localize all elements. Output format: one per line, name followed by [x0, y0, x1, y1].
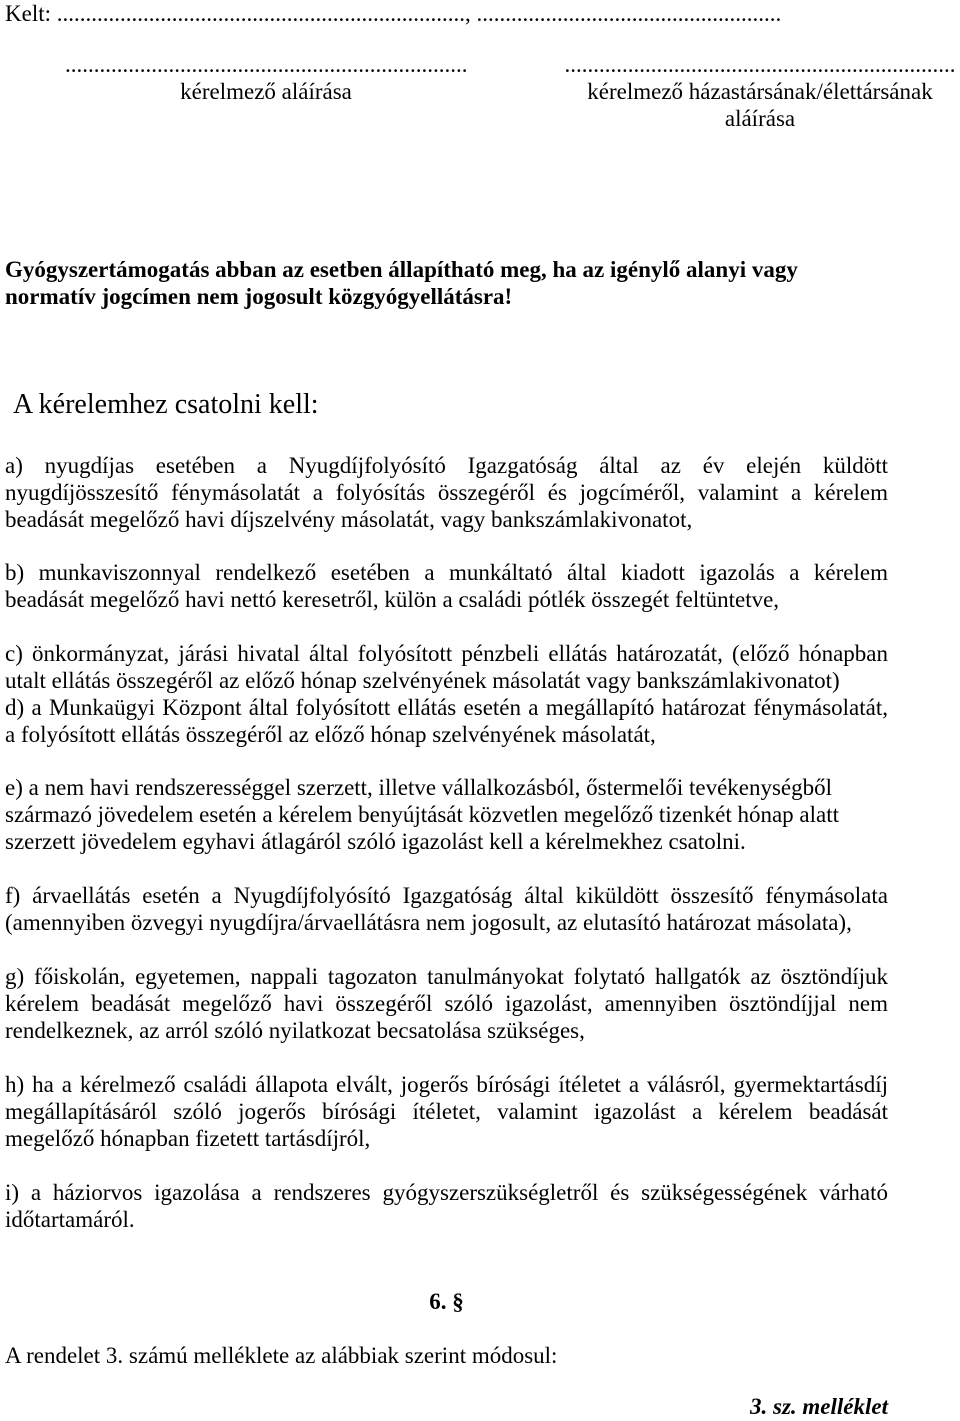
attachments-heading-text: A kérelemhez csatolni kell: — [13, 389, 319, 420]
attachment-line: c) önkormányzat, járási hivatal által folyósított pénzbeli ellátás határozatát, (előző hónapban — [5, 641, 888, 666]
attachment-line: beadását megelőző havi díjszelvény másolatát, vagy bankszámlakivonatot, — [5, 507, 693, 532]
section-intro — [5, 1342, 888, 1369]
notice-line: normatív jogcímen nem jogosult közgyógyellátásra! — [5, 284, 513, 309]
date-line-text: Kelt: ......................................................................., ..................................................... — [5, 1, 782, 26]
spouse-signature-line: .................................................................... — [564, 52, 956, 77]
attachment-line: származó jövedelem esetén a kérelem benyújtását közvetlen megelőző tizenkét hónap alatt — [5, 802, 840, 827]
section-number-text: 6. § — [429, 1289, 464, 1314]
attachment-line: beadását megelőző havi nettó keresetről, külön a családi pótlék összegét feltüntetve, — [5, 587, 780, 612]
applicant-signature-block — [65, 51, 467, 105]
attachment-item-d — [5, 694, 888, 748]
attachment-line: a) nyugdíjas esetében a Nyugdíjfolyósító Igazgatóság által az év elején küldött — [5, 453, 888, 478]
spouse-signature-label-line-2: aláírása — [724, 106, 796, 131]
attachment-line: i) a háziorvos igazolása a rendszeres gyógyszerszükségletről és szükségességének várható — [5, 1180, 888, 1205]
attachment-line: (amennyiben özvegyi nyugdíjra/árvaellátásra nem jogosult, az elutasító határozat másolata), — [5, 910, 852, 935]
attachment-line: kérelem beadását megelőző havi összegéről szóló igazolást, amennyiben ösztöndíjjal nem — [5, 991, 888, 1016]
attachment-line: megállapításáról szóló jogerős bírósági ítéletet, valamint igazolást a kérelem beadását — [5, 1099, 888, 1124]
attachment-line: h) ha a kérelmező családi állapota elvált, jogerős bírósági ítéletet a válásról, gyermektartásdíj — [5, 1072, 888, 1097]
attachments-heading — [13, 389, 883, 421]
attachment-item-a — [5, 452, 888, 533]
attachment-line: szerzett jövedelem egyhavi átlagáról szóló igazolást kell a kérelmekhez csatolni. — [5, 829, 746, 854]
attachment-line: b) munkaviszonnyal rendelkező esetében a munkáltató által kiadott igazolás a kérelem — [5, 560, 888, 585]
attachment-line: d) a Munkaügyi Központ által folyósított ellátás esetén a megállapító határozat fénymásolatát, — [5, 695, 888, 720]
spouse-signature-label-line-1: kérelmező házastársának/élettársának — [587, 79, 933, 104]
attachment-line: f) árvaellátás esetén a Nyugdíjfolyósító Igazgatóság által kiküldött összesítő fénymásolata — [5, 883, 888, 908]
attachment-line: e) a nem havi rendszerességgel szerzett, illetve vállalkozásból, őstermelői tevékenységből — [5, 775, 833, 800]
attachment-item-c — [5, 640, 888, 694]
date-line — [5, 0, 888, 27]
attachment-item-g — [5, 963, 888, 1044]
section-intro-text: A rendelet 3. számú melléklete az alábbiak szerint módosul: — [5, 1343, 558, 1368]
spouse-signature-block — [562, 51, 958, 132]
attachment-line: nyugdíjösszesítő fénymásolatát a folyósítás összegéről és jogcíméről, valamint a kérelem — [5, 480, 888, 505]
notice-line: Gyógyszertámogatás abban az esetben állapítható meg, ha az igénylő alanyi vagy — [5, 257, 798, 282]
attachment-item-h — [5, 1071, 888, 1152]
eligibility-notice — [5, 256, 888, 310]
applicant-signature-label: kérelmező aláírása — [180, 79, 352, 104]
annex-title — [5, 1393, 888, 1420]
attachment-line: rendelkeznek, az arról szóló nyilatkozat becsatolása szükséges, — [5, 1018, 585, 1043]
attachment-item-e — [5, 774, 888, 855]
attachment-line: a folyósított ellátás összegéről az előző hónap szelvényének másolatát, — [5, 722, 656, 747]
attachment-line: g) főiskolán, egyetemen, nappali tagozaton tanulmányokat folytató hallgatók az ösztöndíjuk — [5, 964, 888, 989]
attachment-item-i — [5, 1179, 888, 1233]
section-number — [5, 1288, 888, 1315]
attachment-line: megelőző hónapban fizetett tartásdíjról, — [5, 1126, 371, 1151]
attachment-item-b — [5, 559, 888, 613]
attachment-line: utalt ellátás összegéről az előző hónap szelvényének másolatát vagy bankszámlakivonatot) — [5, 668, 840, 693]
attachment-line: időtartamáról. — [5, 1207, 135, 1232]
applicant-signature-line: ...................................................................... — [65, 52, 467, 77]
annex-title-text: 3. sz. melléklet — [750, 1394, 888, 1419]
attachment-item-f — [5, 882, 888, 936]
